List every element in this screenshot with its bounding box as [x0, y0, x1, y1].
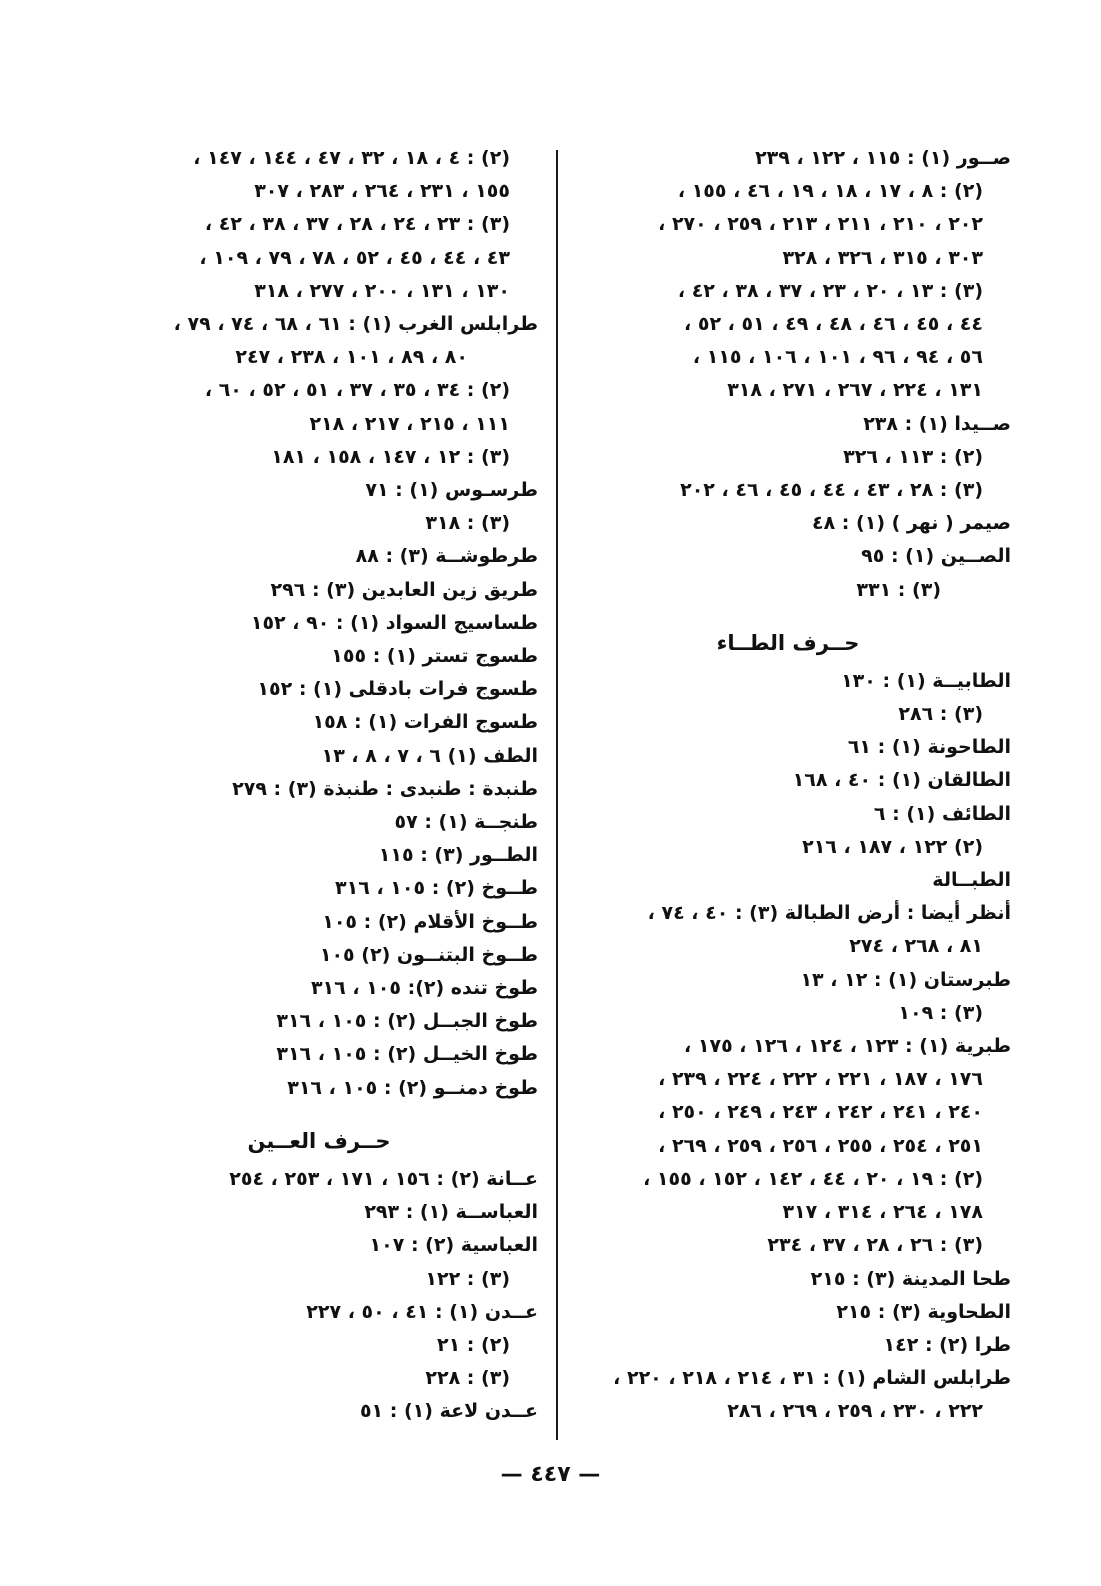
index-entry: ٢٠٢ ، ٢١٠ ، ٢١١ ، ٢١٣ ، ٢٥٩ ، ٢٧٠ ، — [658, 213, 983, 236]
index-entry: العباســة (١) : ٢٩٣ — [364, 1201, 538, 1224]
index-entry: (٣) : ١٢٢ — [425, 1267, 510, 1290]
index-entry: طنجــة (١) : ٥٧ — [394, 811, 538, 834]
index-entry: (٣) : ٢٢٨ — [425, 1367, 510, 1390]
index-entry: ٨١ ، ٢٦٨ ، ٢٧٤ — [849, 935, 983, 958]
column-divider — [556, 150, 558, 1440]
index-entry: (٣) : ١٢ ، ١٤٧ ، ١٥٨ ، ١٨١ — [271, 445, 510, 468]
index-entry: ١٥٥ ، ٢٣١ ، ٢٦٤ ، ٢٨٣ ، ٣٠٧ — [254, 180, 510, 203]
index-entry: عــدن لاعة (١) : ٥١ — [359, 1400, 538, 1423]
index-entry: الطبــالة — [932, 869, 1011, 892]
index-entry: (٣) : ١٠٩ — [898, 1001, 983, 1024]
index-entry: طبرستان (١) : ١٢ ، ١٣ — [800, 968, 1011, 991]
index-entry: طرسـوس (١) : ٧١ — [365, 479, 538, 502]
index-entry: ٤٤ ، ٤٥ ، ٤٦ ، ٤٨ ، ٤٩ ، ٥١ ، ٥٢ ، — [684, 313, 983, 336]
index-entry: ١٧٨ ، ٢٦٤ ، ٣١٤ ، ٣١٧ — [782, 1201, 983, 1224]
index-entry: طرطوشــة (٣) : ٨٨ — [355, 545, 538, 568]
index-entry: صــيدا (١) : ٢٣٨ — [863, 412, 1011, 435]
section-heading-taa: حــرف الطــاء — [716, 630, 860, 655]
left-entries-a — [100, 142, 538, 1105]
index-entry: طوخ الجبــل (٢) : ١٠٥ ، ٣١٦ — [276, 1010, 538, 1033]
index-entry: ١٣١ ، ٢٢٤ ، ٢٦٧ ، ٢٧١ ، ٣١٨ — [727, 379, 983, 402]
index-entry: طوخ تنده (٢): ١٠٥ ، ٣١٦ — [310, 977, 538, 1000]
right-entries-b — [565, 665, 1011, 1429]
index-entry: الطحاوية (٣) : ٢١٥ — [836, 1300, 1011, 1323]
index-entry: ٢٢٢ ، ٢٣٠ ، ٢٥٩ ، ٢٦٩ ، ٢٨٦ — [727, 1400, 983, 1423]
index-entry: (٣) : ٢٦ ، ٢٨ ، ٣٧ ، ٢٣٤ — [767, 1234, 983, 1257]
left-column — [100, 142, 538, 1429]
index-entry: (٣) : ٢٨٦ — [898, 703, 983, 726]
index-entry: ٢٥١ ، ٢٥٤ ، ٢٥٥ ، ٢٥٦ ، ٢٥٩ ، ٢٦٩ ، — [658, 1134, 983, 1157]
index-entry: عــدن (١) : ٤١ ، ٥٠ ، ٢٢٧ — [306, 1300, 538, 1323]
index-entry: طرابلس الشام (١) : ٣١ ، ٢١٤ ، ٢١٨ ، ٢٢٠ ، — [613, 1367, 1011, 1390]
page-number: — ٤٤٧ — — [500, 1462, 601, 1487]
index-entry: (٢) : ٢١ — [436, 1333, 510, 1356]
index-entry: طرابلس الغرب (١) : ٦١ ، ٦٨ ، ٧٤ ، ٧٩ ، — [173, 313, 538, 336]
index-entry: (٣) : ٢٨ ، ٤٣ ، ٤٤ ، ٤٥ ، ٤٦ ، ٢٠٢ — [680, 479, 983, 502]
index-entry: طريق زين العابدين (٣) : ٢٩٦ — [270, 578, 538, 601]
index-entry: ١١١ ، ٢١٥ ، ٢١٧ ، ٢١٨ — [309, 412, 510, 435]
index-entry: طــوخ (٢) : ١٠٥ ، ٣١٦ — [335, 877, 538, 900]
index-entry: (٣) : ٣١٨ — [425, 512, 510, 535]
index-entry: طوخ دمنــو (٢) : ١٠٥ ، ٣١٦ — [287, 1076, 538, 1099]
index-entry: طحا المدينة (٣) : ٢١٥ — [810, 1267, 1011, 1290]
index-entry: العباسية (٢) : ١٠٧ — [369, 1234, 538, 1257]
index-entry: صيمر ( نهر ) (١) : ٤٨ — [811, 512, 1011, 535]
index-entry: (٣) : ٣٣١ — [856, 578, 941, 601]
index-entry: صــور (١) : ١١٥ ، ١٢٢ ، ٢٣٩ — [755, 147, 1011, 169]
index-entry: ٨٠ ، ٨٩ ، ١٠١ ، ٢٣٨ ، ٢٤٧ — [235, 346, 468, 369]
index-entry: (٣) : ٢٣ ، ٢٤ ، ٢٨ ، ٣٧ ، ٣٨ ، ٤٢ ، — [204, 213, 510, 236]
index-entry: ٤٣ ، ٤٤ ، ٤٥ ، ٥٢ ، ٧٨ ، ٧٩ ، ١٠٩ ، — [199, 246, 510, 269]
index-entry: (٢) : ٣٤ ، ٣٥ ، ٣٧ ، ٥١ ، ٥٢ ، ٦٠ ، — [204, 379, 510, 402]
index-entry: الطاحونة (١) : ٦١ — [847, 736, 1011, 759]
index-entry: (٣) : ١٣ ، ٢٠ ، ٢٣ ، ٣٧ ، ٣٨ ، ٤٢ ، — [677, 279, 983, 302]
index-entry: طــوخ البتنــون (٢) ١٠٥ — [319, 943, 538, 966]
index-entry: (٢) : ١٩ ، ٢٠ ، ٤٤ ، ١٤٢ ، ١٥٢ ، ١٥٥ ، — [643, 1167, 983, 1190]
index-entry: أنظر أيضا : أرض الطبالة (٣) : ٤٠ ، ٧٤ ، — [647, 902, 1011, 925]
index-entry: الطالقان (١) : ٤٠ ، ١٦٨ — [792, 769, 1011, 792]
index-entry: ١٧٦ ، ١٨٧ ، ٢٢١ ، ٢٢٢ ، ٢٢٤ ، ٢٣٩ ، — [658, 1068, 983, 1091]
index-entry: ٥٦ ، ٩٤ ، ٩٦ ، ١٠١ ، ١٠٦ ، ١١٥ ، — [692, 346, 983, 369]
index-entry: طسوج الفرات (١) : ١٥٨ — [312, 711, 538, 734]
index-entry: (٢) ١٢٢ ، ١٨٧ ، ٢١٦ — [802, 835, 983, 858]
index-entry: الطــور (٣) : ١١٥ — [378, 844, 538, 867]
index-entry: طنبدة : طنبدى : طنبذة (٣) : ٢٧٩ — [232, 777, 538, 800]
index-entry: عــانة (٢) : ١٥٦ ، ١٧١ ، ٢٥٣ ، ٢٥٤ — [229, 1167, 538, 1190]
left-entries-b — [100, 1163, 538, 1429]
index-entry: طــوخ الأقلام (٢) : ١٠٥ — [322, 910, 538, 933]
right-entries-a — [565, 142, 1011, 607]
index-entry: طساسيج السواد (١) : ٩٠ ، ١٥٢ — [250, 611, 538, 634]
index-entry: طبرية (١) : ١٢٣ ، ١٢٤ ، ١٢٦ ، ١٧٥ ، — [684, 1035, 1011, 1058]
index-entry: (٢) : ١١٣ ، ٣٢٦ — [843, 445, 983, 468]
index-entry: طسوج فرات بادقلى (١) : ١٥٢ — [257, 678, 538, 701]
right-column — [565, 142, 1011, 1429]
index-entry: ٢٤٠ ، ٢٤١ ، ٢٤٢ ، ٢٤٣ ، ٢٤٩ ، ٢٥٠ ، — [658, 1101, 983, 1124]
index-entry: طوخ الخيــل (٢) : ١٠٥ ، ٣١٦ — [276, 1043, 538, 1066]
index-entry: الطف (١) ٦ ، ٧ ، ٨ ، ١٣ — [321, 744, 538, 767]
index-entry: ١٣٠ ، ١٣١ ، ٢٠٠ ، ٢٧٧ ، ٣١٨ — [254, 279, 510, 302]
index-entry: الطابيــة (١) : ١٣٠ — [841, 669, 1011, 692]
index-entry: ٣٠٣ ، ٣١٥ ، ٣٢٦ ، ٣٢٨ — [782, 246, 983, 269]
index-entry: طرا (٢) : ١٤٢ — [883, 1333, 1011, 1356]
index-entry: الطائف (١) : ٦ — [873, 802, 1011, 825]
index-entry: طسوج تستر (١) : ١٥٥ — [331, 645, 538, 668]
index-entry: (٢) : ٤ ، ١٨ ، ٣٢ ، ٤٧ ، ١٤٤ ، ١٤٧ ، — [193, 147, 510, 169]
index-entry: (٢) : ٨ ، ١٧ ، ١٨ ، ١٩ ، ٤٦ ، ١٥٥ ، — [677, 180, 983, 203]
section-heading-ain: حــرف العــين — [247, 1128, 391, 1153]
index-entry: الصــين (١) : ٩٥ — [861, 545, 1011, 568]
